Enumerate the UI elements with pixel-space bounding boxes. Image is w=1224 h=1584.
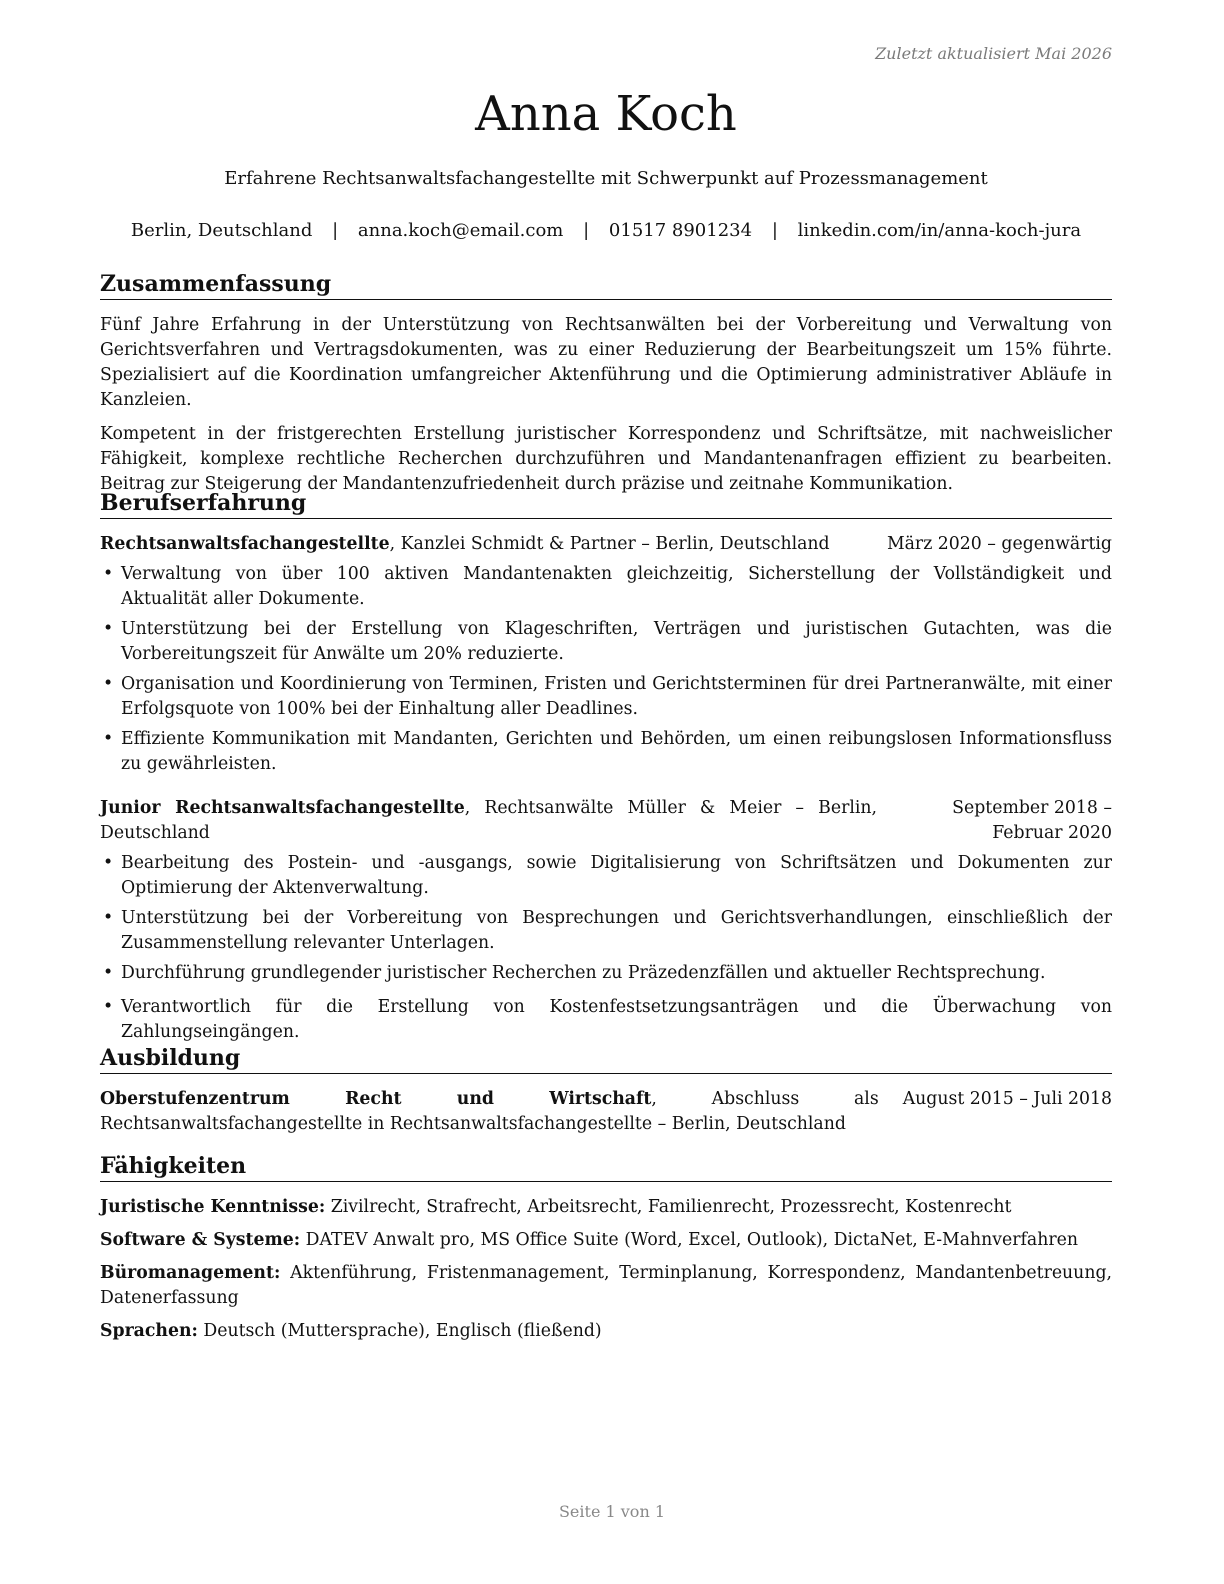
tagline: Erfahrene Rechtsanwaltsfachangestellte mit Schwerpunkt auf Prozessmanagement <box>224 168 988 189</box>
section-title-experience: Berufserfahrung <box>100 489 1112 519</box>
section-title-skills: Fähigkeiten <box>100 1152 1112 1182</box>
contact-separator: | <box>583 220 590 241</box>
job-header <box>100 532 1112 557</box>
list-item: • Unterstützung bei der Erstellung von Klageschriften, Verträgen und juristischen Gutachten, was die Vorbereitungszeit für Anwälte um 20% reduzierte. <box>103 619 1112 664</box>
list-item: • Effiziente Kommunikation mit Mandanten, Gerichten und Behörden, um einen reibungslosen Informationsfluss zu gewährleisten. <box>103 729 1112 774</box>
skill-value: Deutsch (Muttersprache), Englisch (fließend) <box>197 1321 602 1341</box>
job-entry <box>100 796 1112 1045</box>
contact-separator: | <box>771 220 778 241</box>
education-detail: , Abschluss als Rechtsanwaltsfachangestellte in Rechtsanwaltsfachangestellte – Berlin, Deutschland <box>100 1089 879 1134</box>
list-item: • Unterstützung bei der Vorbereitung von Besprechungen und Gerichtsverhandlungen, einschließlich der Zusammenstellung relevanter Unterlagen. <box>103 908 1112 953</box>
skill-value: Zivilrecht, Strafrecht, Arbeitsrecht, Familienrecht, Prozessrecht, Kostenrecht <box>325 1197 1012 1217</box>
candidate-name: Anna Koch <box>475 86 737 142</box>
list-item: • Bearbeitung des Postein- und -ausgangs, sowie Digitalisierung von Schriftsätzen und Dokumenten zur Optimierung der Aktenverwaltung. <box>103 853 1112 898</box>
skill-label: Sprachen: <box>100 1321 198 1341</box>
contact-email[interactable]: anna.koch@email.com <box>357 220 564 241</box>
bullet-icon: • <box>103 729 114 749</box>
job-bullets <box>100 851 1112 1045</box>
bullet-icon: • <box>103 853 114 873</box>
summary-paragraph-2: Kompetent in der fristgerechten Erstellung juristischer Korrespondenz und Schriftsätze, mit nachweislicher Fähigkeit, komplexe rechtliche Recherchen durchzuführen und Mandantenanfragen effizient zu bearbeiten. Beitrag zur Steigerung der Mandantenzufriedenheit durch präzise und zeitnahe Kommunikation. <box>100 424 1112 494</box>
job-entry <box>100 532 1112 777</box>
contact-linkedin[interactable]: linkedin.com/in/anna-koch-jura <box>797 220 1082 241</box>
last-updated: Zuletzt aktualisiert Mai 2026 <box>875 44 1112 63</box>
skill-line <box>100 1319 1112 1344</box>
job-header <box>100 796 1112 846</box>
bullet-icon: • <box>103 997 114 1017</box>
education-school: Oberstufenzentrum Recht und Wirtschaft <box>100 1089 652 1109</box>
job-employer: , Rechtsanwälte Müller & Meier – Berlin, Deutschland <box>100 798 878 843</box>
skill-line <box>100 1261 1112 1311</box>
bullet-icon: • <box>103 908 114 928</box>
contact-location: Berlin, Deutschland <box>130 220 313 241</box>
skills-section <box>100 1152 1112 1344</box>
list-item: • Verantwortlich für die Erstellung von Kostenfestsetzungsanträgen und die Überwachung von Zahlungseingängen. <box>103 997 1112 1042</box>
skill-label: Software & Systeme: <box>100 1230 301 1250</box>
job-employer: , Kanzlei Schmidt & Partner – Berlin, Deutschland <box>389 534 830 554</box>
skill-line <box>100 1195 1112 1220</box>
contact-separator: | <box>332 220 339 241</box>
list-item: • Durchführung grundlegender juristischer Recherchen zu Präzedenzfällen und aktueller Rechtsprechung. <box>100 961 1112 986</box>
job-dates: September 2018 – Februar 2020 <box>952 798 1112 843</box>
skill-line <box>100 1228 1112 1253</box>
contact-line <box>100 220 1112 241</box>
page-footer: Seite 1 von 1 <box>558 1502 666 1521</box>
bullet-icon: • <box>103 963 114 983</box>
summary-section <box>100 270 1112 497</box>
job-bullets <box>100 562 1112 777</box>
education-section <box>100 1044 1112 1137</box>
bullet-icon: • <box>103 674 114 694</box>
list-item: • Organisation und Koordinierung von Terminen, Fristen und Gerichtsterminen für drei Partneranwälte, mit einer Erfolgsquote von 100% bei der Einhaltung aller Deadlines. <box>103 674 1112 719</box>
summary-paragraph-1: Fünf Jahre Erfahrung in der Unterstützung von Rechtsanwälten bei der Vorbereitung und Verwaltung von Gerichtsverfahren und Vertragsdokumenten, was zu einer Reduzierung der Bearbeitungszeit um 15% führte. Spezialisiert auf die Koordination umfangreicher Aktenführung und die Optimierung administrativer Abläufe in Kanzleien. <box>100 315 1112 410</box>
education-entry <box>100 1087 1112 1137</box>
skill-label: Juristische Kenntnisse: <box>100 1197 326 1217</box>
education-dates: August 2015 – Juli 2018 <box>902 1089 1112 1109</box>
skill-value: Aktenführung, Fristenmanagement, Terminplanung, Korrespondenz, Mandantenbetreuung, Datenerfassung <box>100 1263 1112 1308</box>
section-title-summary: Zusammenfassung <box>100 270 1112 300</box>
bullet-icon: • <box>103 564 114 584</box>
job-dates: März 2020 – gegenwärtig <box>886 534 1112 554</box>
resume-page <box>100 0 1112 1584</box>
skill-label: Büromanagement: <box>100 1263 281 1283</box>
contact-phone[interactable]: 01517 8901234 <box>608 220 753 241</box>
section-title-education: Ausbildung <box>100 1044 1112 1074</box>
job-role: Rechtsanwaltsfachangestellte <box>100 534 390 554</box>
skill-value: DATEV Anwalt pro, MS Office Suite (Word, Excel, Outlook), DictaNet, E-Mahnverfahren <box>300 1230 1078 1250</box>
job-role: Junior Rechtsanwaltsfachangestellte <box>100 798 465 818</box>
list-item: • Verwaltung von über 100 aktiven Mandantenakten gleichzeitig, Sicherstellung der Vollständigkeit und Aktualität aller Dokumente. <box>103 564 1112 609</box>
experience-section <box>100 489 1112 1045</box>
bullet-icon: • <box>103 619 114 639</box>
